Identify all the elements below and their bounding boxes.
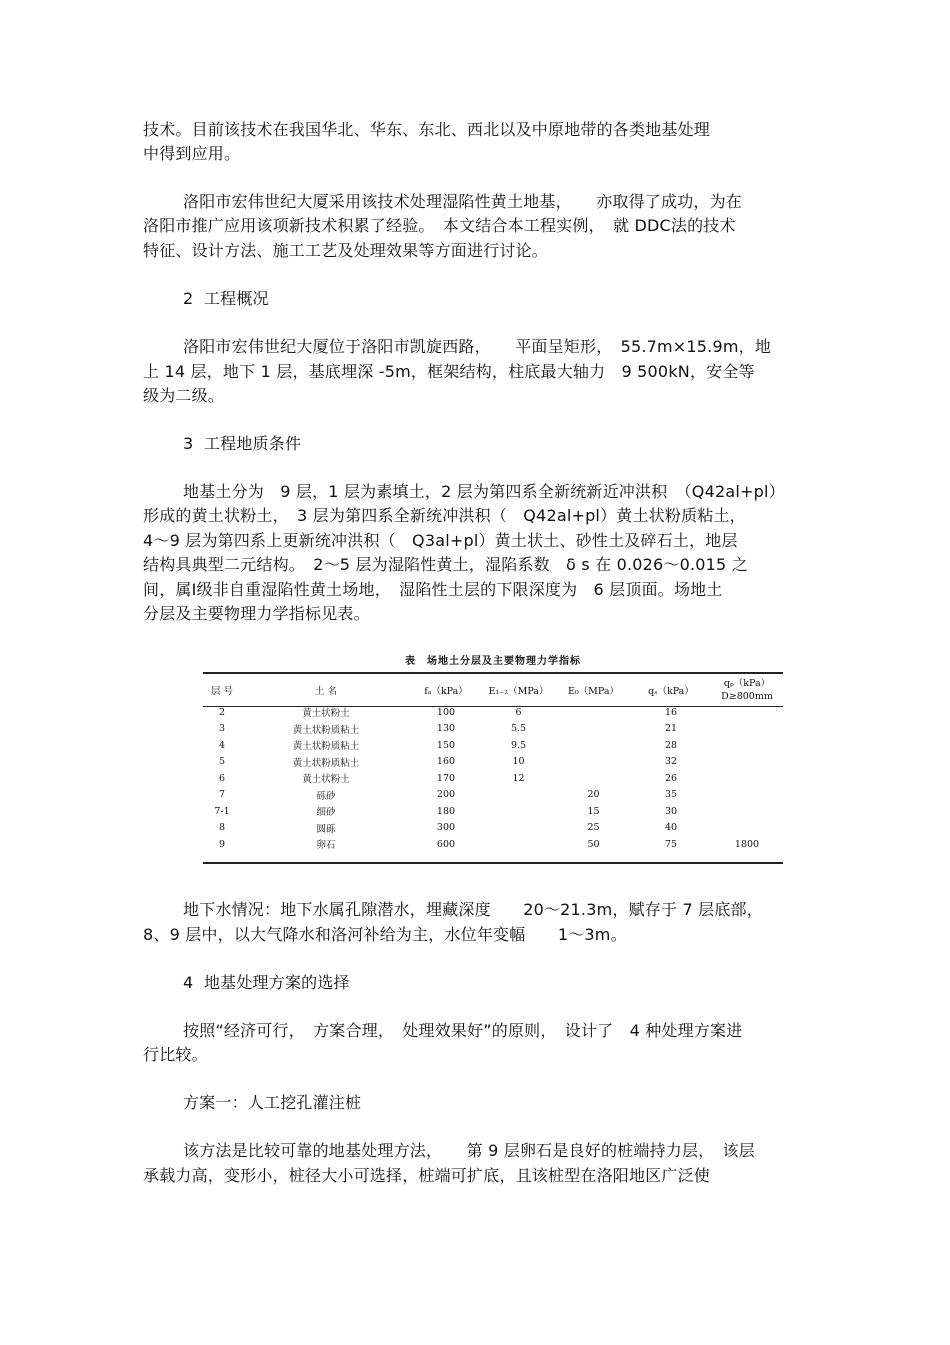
cell-fa: 170 [436,772,456,784]
cell-qs: 75 [664,838,678,850]
cell-e1 [481,820,556,837]
cell-fa: 160 [436,756,456,768]
cell-qp [711,754,783,771]
cell-qp [711,737,783,754]
cell-e1: 5.5 [510,723,527,735]
text-line: 形成的黄土状粉土， 3 层为第四系全新统冲洪积（ Q42al+pl）黄土状粉质粘土， [143,506,746,525]
table-row [203,770,783,787]
cell-qs: 28 [664,739,678,751]
cell-qs: 26 [664,772,678,784]
cell-layer: 3 [218,723,226,735]
cell-qp [711,787,783,804]
text-line: 技术。目前该技术在我国华北、华东、东北、西北以及中原地带的各类地基处理 [143,120,711,139]
text-line: 4～9 层为第四系上更新统冲洪积（ Q3al+pl）黄土状土、砂性土及碎石土，地层 [143,531,738,550]
cell-layer: 7 [218,789,226,801]
text-line: 按照“经济可行， 方案合理， 处理效果好”的原则， 设计了 4 种处理方案进 [183,1021,743,1040]
text-line: 地下水情况：地下水属孔隙潜水，埋藏深度 20～21.3m，赋存于 7 层底部， [183,900,763,919]
cell-name: 黄土状粉土 [302,774,350,786]
cell-fa: 200 [436,789,456,801]
cell-e0 [556,770,631,787]
cell-name: 卵石 [316,840,336,852]
cell-name: 黄土状粉质粘土 [292,757,360,769]
cell-e1: 10 [512,756,525,768]
cell-qp [711,721,783,738]
table-header-row [203,676,783,704]
section-heading: 方案一：人工挖孔灌注桩 [183,1093,362,1112]
cell-e0: 50 [587,838,600,850]
table-top-rule [203,672,783,674]
cell-layer: 5 [218,756,226,768]
table-row [203,803,783,820]
cell-layer: 4 [218,739,226,751]
cell-e0 [556,754,631,771]
text-line: 行比较。 [143,1045,208,1064]
cell-qp [711,704,783,721]
cell-fa: 150 [436,739,456,751]
cell-name: 黄土状粉质粘土 [292,741,360,753]
text-line: 8、9 层中，以大气降水和洛河补给为主，水位年变幅 1～3m。 [143,925,627,944]
cell-qs: 32 [664,756,678,768]
cell-name: 细砂 [316,807,336,819]
cell-fa: 130 [436,723,456,735]
table-row [203,787,783,804]
soil-properties-table [203,650,783,868]
text-line: 间，属Ⅰ级非自重湿陷性黄土场地， 湿陷性土层的下限深度为 6 层顶面。场地土 [143,580,723,599]
cell-name: 圆砾 [316,823,336,835]
cell-fa: 300 [436,822,456,834]
text-line: 洛阳市推广应用该项新技术积累了经验。 本文结合本工程实例， 就 DDC法的技术 [143,216,736,235]
cell-layer: 8 [218,822,226,834]
cell-e0 [556,737,631,754]
cell-qp [711,770,783,787]
header-fa: fₐ（kPa） [424,686,468,697]
cell-e1 [481,803,556,820]
text-line: 分层及主要物理力学指标见表。 [143,604,370,623]
table-row [203,836,783,853]
header-qs: qₛ（kPa） [648,686,694,697]
cell-layer: 7-1 [214,805,230,817]
cell-e1: 6 [515,706,522,718]
cell-qs: 40 [664,822,678,834]
text-line: 级为二级。 [143,386,225,405]
cell-fa: 600 [436,838,456,850]
table-row [203,754,783,771]
cell-layer: 9 [218,838,226,850]
header-qp-condition: D≥800mm [721,691,773,702]
text-line: 洛阳市宏伟世纪大厦位于洛阳市凯旋西路， 平面呈矩形， 55.7m×15.9m，地 [183,337,772,356]
cell-e1: 9.5 [510,739,527,751]
table-bottom-rule [203,862,783,864]
cell-e0: 20 [587,789,600,801]
cell-fa: 180 [436,805,456,817]
cell-e0: 15 [587,805,600,817]
table-row [203,721,783,738]
cell-qs: 21 [664,723,678,735]
table-row [203,820,783,837]
text-line: 地基土分为 9 层，1 层为素填土，2 层为第四系全新统新近冲洪积 （Q42al+pl） [183,482,785,501]
cell-name: 砾砂 [316,790,336,802]
cell-layer: 2 [218,706,226,718]
header-e0: E₀（MPa） [567,686,620,697]
cell-qp: 1800 [734,838,760,850]
cell-qp [711,820,783,837]
cell-e1: 12 [512,772,525,784]
table-title: 表 场地土分层及主要物理力学指标 [405,656,581,667]
text-line: 承载力高，变形小，桩径大小可选择，桩端可扩底，且该桩型在洛阳地区广泛使 [143,1166,711,1185]
header-layer: 层 号 [210,686,234,697]
text-line: 结构具典型二元结构。 2～5 层为湿陷性黄土，湿陷系数 δ s 在 0.026～0.015 之 [143,555,748,574]
cell-e1 [481,836,556,853]
cell-e0 [556,704,631,721]
cell-qs: 30 [664,805,678,817]
cell-qs: 16 [664,706,678,718]
header-e1: E₁₋₂（MPa） [488,686,549,697]
table-row [203,737,783,754]
section-heading: 4 地基处理方案的选择 [183,973,350,992]
cell-layer: 6 [218,772,226,784]
text-line: 洛阳市宏伟世纪大厦采用该技术处理湿陷性黄土地基， 亦取得了成功，为在 [183,192,743,211]
text-line: 上 14 层，地下 1 层，基底埋深 -5m，框架结构，柱底最大轴力 9 500kN，安全等 [143,362,755,381]
cell-fa: 100 [436,706,456,718]
section-heading: 3 工程地质条件 [183,434,302,453]
header-qp [711,676,783,704]
cell-qs: 35 [664,789,678,801]
cell-name: 黄土状粉土 [302,708,350,720]
header-name: 土 名 [314,686,338,697]
cell-e1 [481,787,556,804]
header-qp-label: qₚ（kPa） [723,678,771,689]
text-line: 中得到应用。 [143,144,241,163]
table-row [203,704,783,721]
text-line: 特征、设计方法、施工工艺及处理效果等方面进行讨论。 [143,241,549,260]
cell-e0: 25 [587,822,600,834]
cell-qp [711,803,783,820]
cell-name: 黄土状粉质粘土 [292,724,360,736]
section-heading: 2 工程概况 [183,289,269,308]
soil-table [203,676,783,853]
text-line: 该方法是比较可靠的地基处理方法， 第 9 层卵石是良好的桩端持力层， 该层 [183,1141,755,1160]
cell-e0 [556,721,631,738]
